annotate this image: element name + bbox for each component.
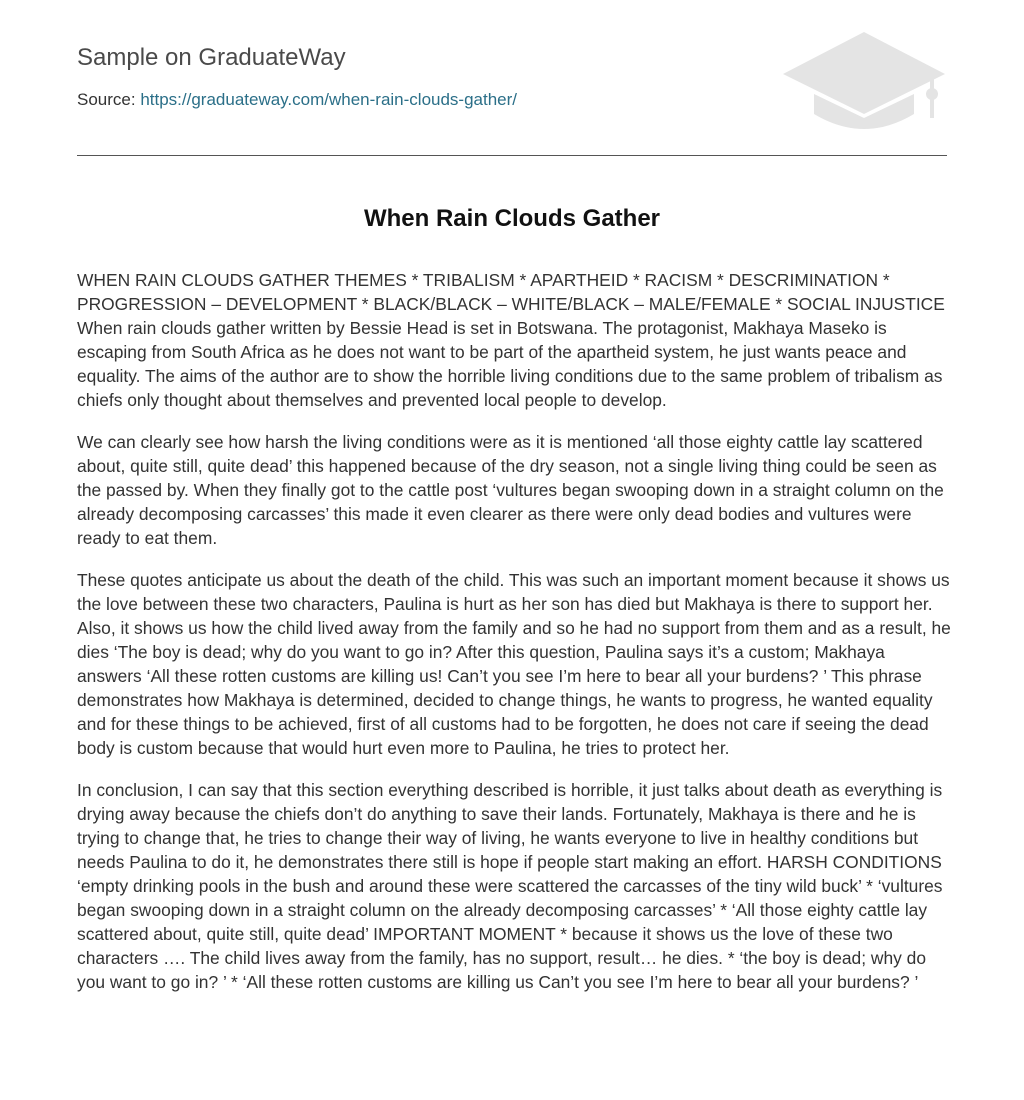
paragraph: We can clearly see how harsh the living conditions were as it is mentioned ‘all those eighty cattle lay scattered about, quite still, quite dead’ this happened because of the dry season, not a single living thing could be seen as the passed by. When they finally got to the cattle post ‘vultures began swooping down in a straight column on the already decomposing carcasses’ this made it even clearer as there were only dead bodies and vultures were ready to eat them.	[77, 432, 944, 548]
document-title: When Rain Clouds Gather	[363, 205, 660, 232]
source-label: Source:	[77, 90, 141, 109]
site-title: Sample on GraduateWay	[77, 44, 346, 71]
source-line	[77, 90, 517, 110]
document-body	[77, 268, 952, 1012]
graduation-cap-icon	[780, 30, 948, 134]
paragraph: These quotes anticipate us about the death of the child. This was such an important moment because it shows us the love between these two characters, Paulina is hurt as her son has died but Makhaya is there to support her. Also, it shows us how the child lived away from the family and so he had no support from them and as a result, he dies ‘The boy is dead; why do you want to go in? After this question, Paulina says it’s a custom; Makhaya answers ‘All these rotten customs are killing us! Can’t you see I’m here to bear all your burdens? ’ This phrase demonstrates how Makhaya is determined, decided to change things, he wants to progress, he wanted equality and for these things to be achieved, first of all customs had to be forgotten, he does not care if seeing the dead body is custom because that would hurt even more to Paulina, he tries to protect her.	[77, 570, 951, 758]
header-divider	[77, 155, 947, 156]
paragraph: WHEN RAIN CLOUDS GATHER THEMES * TRIBALISM * APARTHEID * RACISM * DESCRIMINATION * PROGRESSION – DEVELOPMENT * BLACK/BLACK – WHITE/BLACK – MALE/FEMALE * SOCIAL INJUSTICE When rain clouds gather written by Bessie Head is set in Botswana. The protagonist, Makhaya Maseko is escaping from South Africa as he does not want to be part of the apartheid system, he just wants peace and equality. The aims of the author are to show the horrible living conditions due to the same problem of tribalism as chiefs only thought about themselves and prevented local people to develop.	[77, 270, 945, 410]
paragraph: In conclusion, I can say that this section everything described is horrible, it just talks about death as everything is drying away because the chiefs don’t do anything to save their lands. Fortunately, Makhaya is there and he is trying to change that, he tries to change their way of living, he wants everyone to live in healthy conditions but needs Paulina to do it, he demonstrates there still is hope if people start making an effort. HARSH CONDITIONS ‘empty drinking pools in the bush and around these were scattered the carcasses of the tiny wild buck’ * ‘vultures began swooping down in a straight column on the already decomposing carcasses’ * ‘All those eighty cattle lay scattered about, quite still, quite dead’ IMPORTANT MOMENT * because it shows us the love of these two characters …. The child lives away from the family, has no support, result… he dies. * ‘the boy is dead; why do you want to go in? ’ * ‘All these rotten customs are killing us Can’t you see I’m here to bear all your burdens? ’	[77, 780, 943, 992]
graduation-cap-shape	[783, 32, 945, 129]
source-link[interactable]: https://graduateway.com/when-rain-clouds-gather/	[140, 90, 518, 109]
